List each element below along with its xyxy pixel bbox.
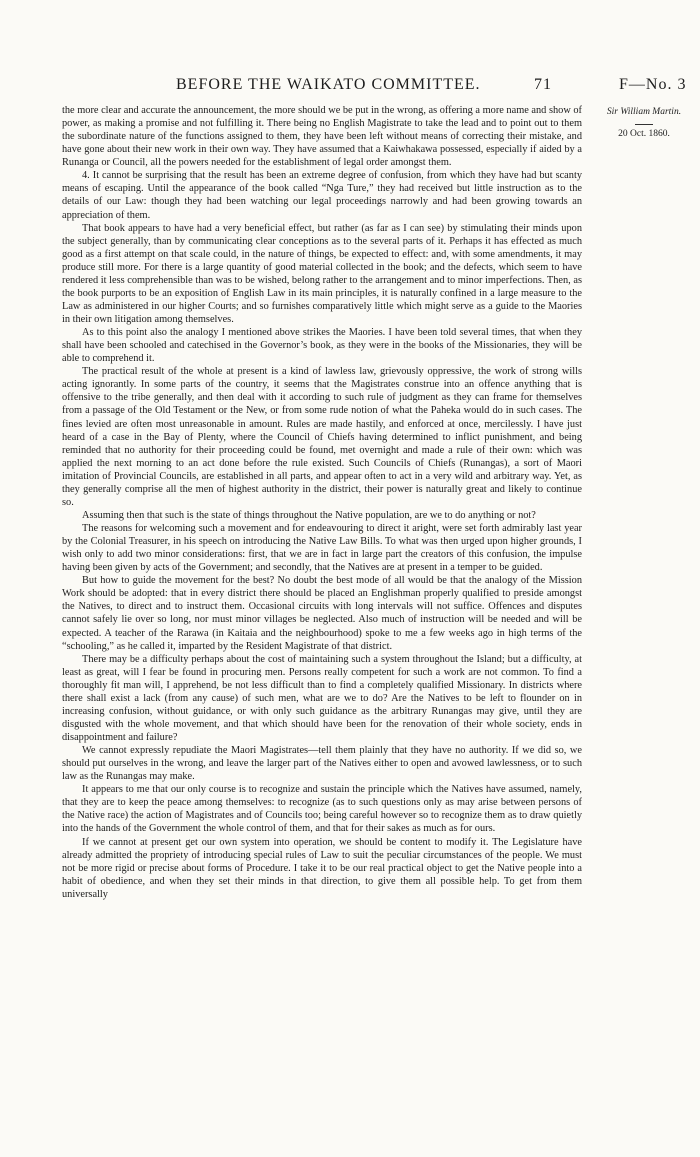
- section-number: F—No. 3: [619, 76, 687, 93]
- margin-author: Sir William Martin.: [606, 107, 682, 117]
- paragraph: If we cannot at present get our own system into operation, we should be content to modify it. The Legislature have already admitted the propriety of introducing special rules of Law to suit the peculiar circumstances of the people. We must not be more rigid or precise about forms of Procedure. I take it to be our real practical object to get the Native people into a habit of obedience, and when they set their minds in that direction, to give them all possible help. To get from them universally: [62, 836, 582, 900]
- paragraph: The reasons for welcoming such a movement and for endeavouring to direct it aright, were set forth admirably last year by the Colonial Treasurer, in his speech on introducing the Native Law Bills. To what was then urged upon higher grounds, I wish only to add two minor considerations: first, that we are in fact in large part the creators of this confusion, the impulse having been given by acts of the Government; and secondly, that the Natives are at present in a temper to be guided.: [62, 523, 582, 574]
- page-number: 71: [534, 76, 552, 93]
- margin-divider: [635, 124, 653, 125]
- paragraph: That book appears to have had a very beneficial effect, but rather (as far as I can see) by stimulating their minds upon the subject generally, than by communicating clear conceptions as to the several parts of it. Perhaps it has effected as much good as a first attempt on that scale could, in the nature of things, be expected to effect: and, with some amendments, it may produce still more. For there is a large quantity of good material collected in the book; and the defects, which seem to have rendered it less comprehensible than was to be wished, belong rather to the arrangement and to minor imperfections. Then, as the book purports to be an exposition of English Law in its main principles, it is naturally confined in a large measure to the Law as administered in our higher Courts; and so furnishes comparatively little which might serve as a guide to the Maories in their own litigation among themselves.: [62, 222, 582, 325]
- margin-note: [588, 106, 700, 140]
- paragraph: It appears to me that our only course is to recognize and sustain the principle which the Natives have assumed, namely, that they are to keep the peace among themselves: to recognize (as to such questions only as may arise between persons of the Native race) the action of Magistrates and of Councils too; being careful however so to recognize them as to draw quietly into the hands of the Government the whole control of them, and that for their sakes as much as for ours.: [62, 784, 582, 835]
- paragraph: Assuming then that such is the state of things throughout the Native population, are we to do anything or not?: [82, 509, 536, 521]
- paragraph: There may be a difficulty perhaps about the cost of maintaining such a system throughout the Island; but a difficulty, at least as great, will I fear be found in procuring men. Persons really competent for such a work are not common. To find a thoroughly fit man will, I apprehend, be not less difficult than to find a completely qualified Missionary. In districts where there shall exist a lack (from any cause) of such men, what are we to do? Are the Natives to be left to flounder on in increasing confusion, without guidance, or with only such guidance as the arbitrary Runangas may give, until they are disgusted with the whole movement, and that which should have been for the renovation of their whole society, ends in disappointment and failure?: [62, 653, 582, 743]
- paragraph: the more clear and accurate the announcement, the more should we be put in the wrong, as offering a more name and show of power, as making a promise and not fulfilling it. There being no English Magistrate to take the lead and to point out to them the subordinate nature of the functions assigned to them, they have been left without means of correcting their mistake, and have gone about their new work in their own way. They have assumed that a Kaiwhakawa possessed, especially if aided by a Runanga or Council, all the powers needed for the establishment of legal order amongst them.: [62, 105, 582, 169]
- paragraph: The practical result of the whole at present is a kind of lawless law, grievously oppressive, the work of strong wills acting ignorantly. In some parts of the country, it seems that the Magistrates construe into an offence anything that is offensive to the tribe generally, and then deal with it according to such rule of judgment as they can frame for themselves from a passage of the Old Testament or the New, or from some rude notion of what the Paheka would do in such cases. The fines levied are often most unreasonable in amount. Rules are made hastily, and enforced at once, mercilessly. I have just heard of a case in the Bay of Plenty, where the Council of Chiefs having determined to inflict punishment, and being reminded that no authority for their proceeding could be found, met overnight and made a rule of their own: which was applied the next morning to an act done before the rule existed. Such Councils of Chiefs (Runangas), a sort of Maori imitation of Provincial Councils, are established in all parts, and appear often to act in a very wild and arbitrary way. Yet, as they generally comprise all the men of highest authority in the district, their power is naturally great and likely to continue so.: [62, 366, 582, 508]
- paragraph: As to this point also the analogy I mentioned above strikes the Maories. I have been told several times, that when they shall have been schooled and catechised in the Governor’s book, as they were in the books of the Missionaries, they will be able to comprehend it.: [62, 327, 582, 365]
- paragraph: 4. It cannot be surprising that the result has been an extreme degree of confusion, from which they have had but scanty means of escaping. Until the appearance of the book called “Nga Ture,” they had received but little instruction as to the details of our Law: though they had been watching our legal proceedings narrowly and had been growing towards an appreciation of them.: [62, 170, 582, 221]
- margin-date: 20 Oct. 1860.: [618, 129, 670, 139]
- running-title: BEFORE THE WAIKATO COMMITTEE.: [176, 76, 481, 93]
- paragraph: But how to guide the movement for the best? No doubt the best mode of all would be that the analogy of the Mission Work should be adopted: that in every district there should be placed an Englishman properly qualified to preside amongst the Natives, to direct and to instruct them. Occasional circuits with long intervals will not suffice. Offences and disputes cannot safely lie over so long, nor must minor villages be neglected. Also much of instruction will be needed and will be expected. A teacher of the Rarawa (in Kaitaia and the neighbourhood) spoke to me a few weeks ago in high terms of the “schooling,” as he called it, imparted by the Resident Magistrate of that district.: [62, 575, 582, 652]
- page-header: [0, 76, 700, 96]
- paragraph: We cannot expressly repudiate the Maori Magistrates—tell them plainly that they have no authority. If we did so, we should put ourselves in the wrong, and leave the larger part of the Natives either to open and avowed lawlessness, or to such law as the Runangas may make.: [62, 745, 582, 783]
- body-text: [62, 104, 582, 901]
